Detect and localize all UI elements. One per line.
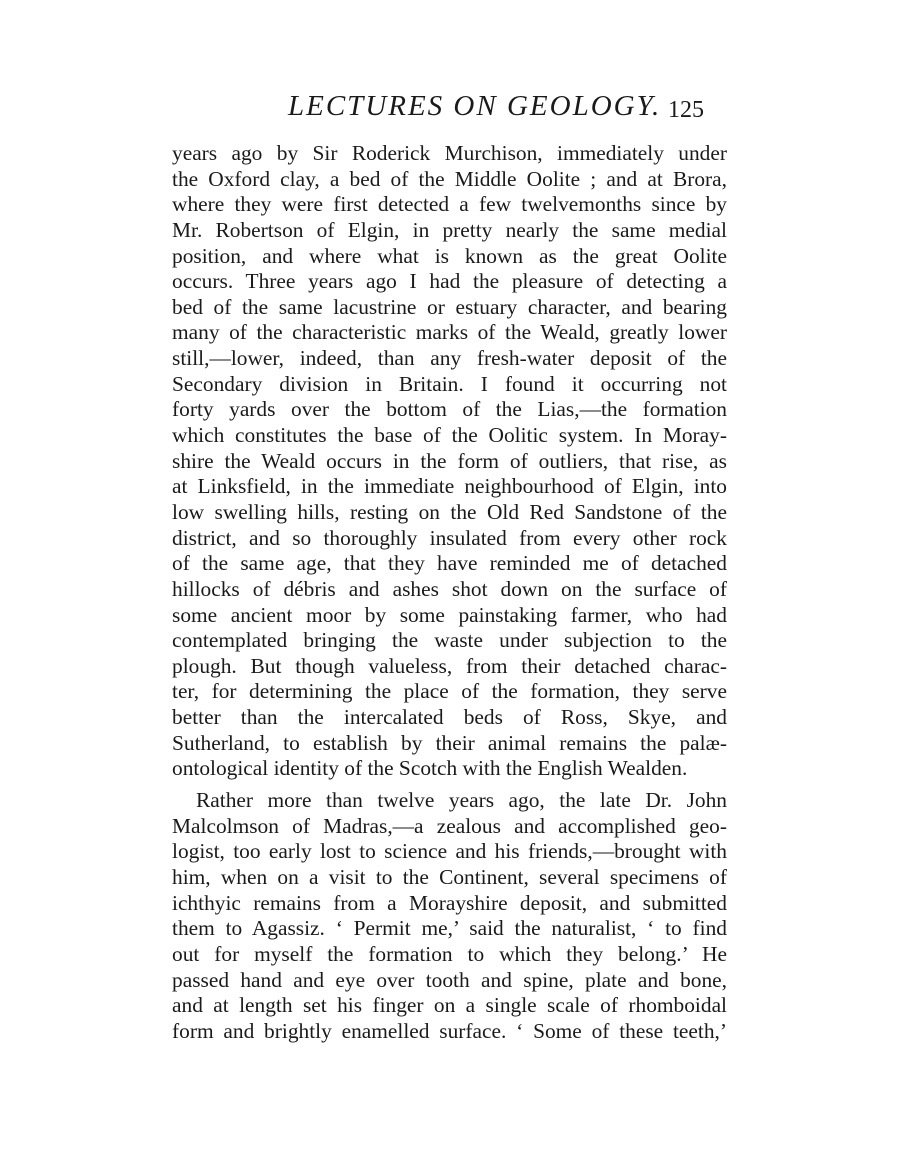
body-text [172, 141, 727, 1044]
text-line: position, and where what is known as the great Oolite [172, 243, 727, 268]
text-line: the Oxford clay, a bed of the Middle Oolite ; and at Brora, [172, 166, 727, 191]
text-line: ichthyic remains from a Morayshire deposit, and submitted [172, 890, 727, 915]
text-line: years ago by Sir Roderick Murchison, immediately under [172, 141, 727, 165]
text-line: ontological identity of the Scotch with the English Wealden. [172, 756, 688, 781]
text-line: better than the intercalated beds of Ross, Skye, and [172, 705, 727, 730]
text-line: which constitutes the base of the Oolitic system. In Moray- [172, 423, 727, 448]
text-line: Secondary division in Britain. I found it occurring not [172, 371, 727, 396]
paragraph-2 [172, 788, 727, 1044]
text-line: them to Agassiz. ‘ Permit me,’ said the naturalist, ‘ to find [172, 916, 727, 941]
text-line: hillocks of débris and ashes shot down on the surface of [172, 576, 727, 601]
text-line: passed hand and eye over tooth and spine, plate and bone, [172, 967, 727, 992]
text-line: where they were first detected a few twelvemonths since by [172, 192, 727, 217]
text-line: and at length set his finger on a single scale of rhomboidal [172, 993, 727, 1018]
text-line: low swelling hills, resting on the Old Red Sandstone of the [172, 499, 727, 524]
text-line: shire the Weald occurs in the form of outliers, that rise, as [172, 448, 727, 473]
paragraph-1 [172, 141, 727, 782]
page-number: 125 [668, 97, 704, 123]
text-line: Rather more than twelve years ago, the late Dr. John [196, 788, 727, 813]
text-line: forty yards over the bottom of the Lias,—the formation [172, 397, 727, 422]
text-line: plough. But though valueless, from their detached charac- [172, 653, 727, 678]
text-line: Malcolmson of Madras,—a zealous and accomplished geo- [172, 813, 727, 838]
running-title: LECTURES ON GEOLOGY. [288, 90, 662, 122]
text-line: occurs. Three years ago I had the pleasure of detecting a [172, 269, 727, 294]
text-line: many of the characteristic marks of the Weald, greatly lower [172, 320, 727, 345]
text-line: contemplated bringing the waste under subjection to the [172, 628, 727, 653]
running-head [0, 90, 900, 130]
text-line: him, when on a visit to the Continent, several specimens of [172, 864, 727, 889]
text-line: Mr. Robertson of Elgin, in pretty nearly the same medial [172, 217, 727, 242]
text-line: form and brightly enamelled surface. ‘ Some of these teeth,’ [172, 1018, 727, 1043]
text-line: some ancient moor by some painstaking farmer, who had [172, 602, 727, 627]
text-line: bed of the same lacustrine or estuary character, and bearing [172, 294, 727, 319]
text-line: district, and so thoroughly insulated from every other rock [172, 525, 727, 550]
text-line: logist, too early lost to science and his friends,—brought with [172, 839, 727, 864]
text-line: still,—lower, indeed, than any fresh-water deposit of the [172, 346, 727, 371]
text-line: at Linksfield, in the immediate neighbourhood of Elgin, into [172, 474, 727, 499]
text-line: of the same age, that they have reminded me of detached [172, 551, 727, 576]
text-line: ter, for determining the place of the formation, they serve [172, 679, 727, 704]
text-line: Sutherland, to establish by their animal remains the palæ- [172, 730, 727, 755]
text-line: out for myself the formation to which they belong.’ He [172, 941, 727, 966]
